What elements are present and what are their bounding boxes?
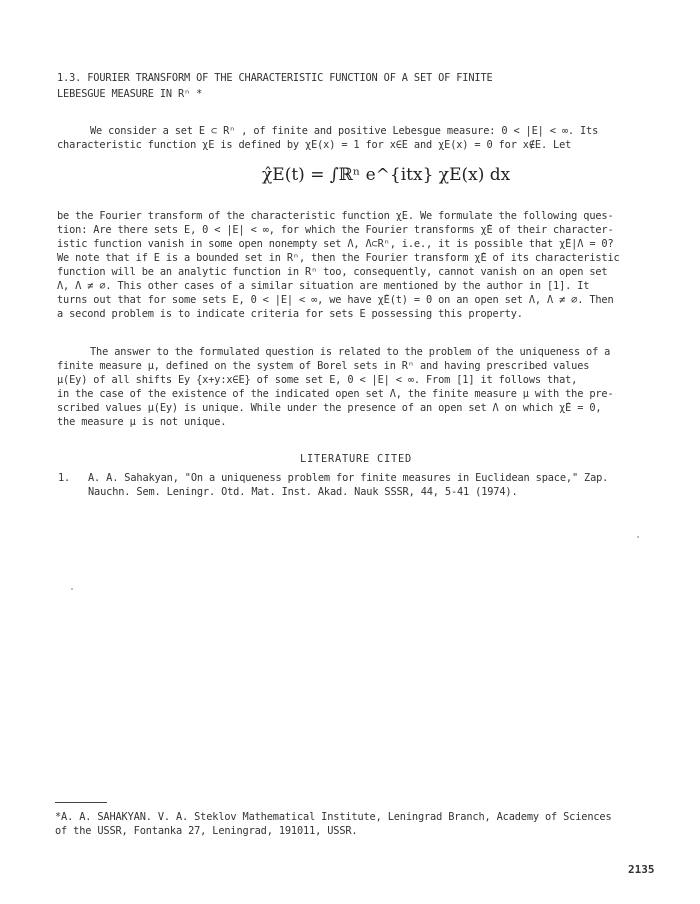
heading-line-1: 1.3. FOURIER TRANSFORM OF THE CHARACTERISTIC FUNCTION OF A SET OF FINITE: [57, 72, 493, 84]
text-line: in the case of the existence of the indicated open set Λ, the finite measure μ with the pre-: [57, 388, 614, 400]
text-line: turns out that for some sets E, 0 < |E| < ∞, we have χ̂E(t) = 0 on an open set Λ, Λ ≠ ∅. Then: [57, 294, 614, 306]
text-line: function will be an analytic function in Rⁿ too, consequently, cannot vanish on an open set: [57, 266, 608, 278]
footnote-line: of the USSR, Fontanka 27, Leningrad, 191011, USSR.: [55, 825, 358, 837]
reference-line: A. A. Sahakyan, "On a uniqueness problem for finite measures in Euclidean space," Zap.: [88, 472, 609, 484]
text-line: Λ, Λ ≠ ∅. This other cases of a similar situation are mentioned by the author in [1]. It: [57, 280, 590, 292]
footnote-rule: [55, 802, 107, 803]
paragraph-intro: [57, 124, 657, 152]
paragraph-answer: [57, 345, 657, 429]
fourier-transform-formula: [262, 165, 510, 185]
footnote: [55, 810, 612, 838]
footnote-line: *A. A. SAHAKYAN. V. A. Steklov Mathematical Institute, Leningrad Branch, Academy of Sciences: [55, 811, 612, 823]
text-line: μ(Ey) of all shifts Ey {x+y:x∈E} of some set E, 0 < |E| < ∞. From [1] it follows that,: [57, 374, 578, 386]
text-line: scribed values μ(Ey) is unique. While under the presence of an open set Λ on which χ̂E = 0,: [57, 402, 602, 414]
text-line: finite measure μ, defined on the system of Borel sets in Rⁿ and having prescribed values: [57, 360, 590, 372]
reference-line: Nauchn. Sem. Leningr. Otd. Mat. Inst. Akad. Nauk SSSR, 44, 5-41 (1974).: [88, 486, 518, 498]
page-number: 2135: [628, 863, 655, 876]
text-line: We note that if E is a bounded set in Rⁿ, then the Fourier transform χ̂E of its characteristic: [57, 252, 620, 264]
text-line: a second problem is to indicate criteria for sets E possessing this property.: [57, 308, 523, 320]
text-line: The answer to the formulated question is related to the problem of the uniqueness of a: [90, 346, 611, 358]
text-line: be the Fourier transform of the characteristic function χE. We formulate the following ques-: [57, 210, 614, 222]
scan-speck: [637, 536, 639, 538]
heading-line-2: LEBESGUE MEASURE IN Rⁿ *: [57, 88, 203, 100]
section-heading: [57, 70, 493, 102]
text-line: We consider a set E ⊂ Rⁿ , of finite and positive Lebesgue measure: 0 < |E| < ∞. Its: [90, 125, 599, 137]
scan-speck: [71, 588, 73, 590]
text-line: characteristic function χE is defined by χE(x) = 1 for x∈E and χE(x) = 0 for x∉E. Let: [57, 139, 572, 151]
text-line: tion: Are there sets E, 0 < |E| < ∞, for which the Fourier transforms χ̂E of their character-: [57, 224, 614, 236]
reference-number: 1.: [58, 472, 71, 484]
references-heading: LITERATURE CITED: [300, 453, 412, 465]
formula-text: χ̂E(t) = ∫ℝⁿ e^{itx} χE(x) dx: [262, 165, 511, 185]
text-line: the measure μ is not unique.: [57, 416, 227, 428]
paragraph-question: [57, 209, 657, 321]
text-line: istic function vanish in some open nonempty set Λ, Λ⊂Rⁿ, i.e., it is possible that χ̂E|Λ = 0?: [57, 238, 614, 250]
